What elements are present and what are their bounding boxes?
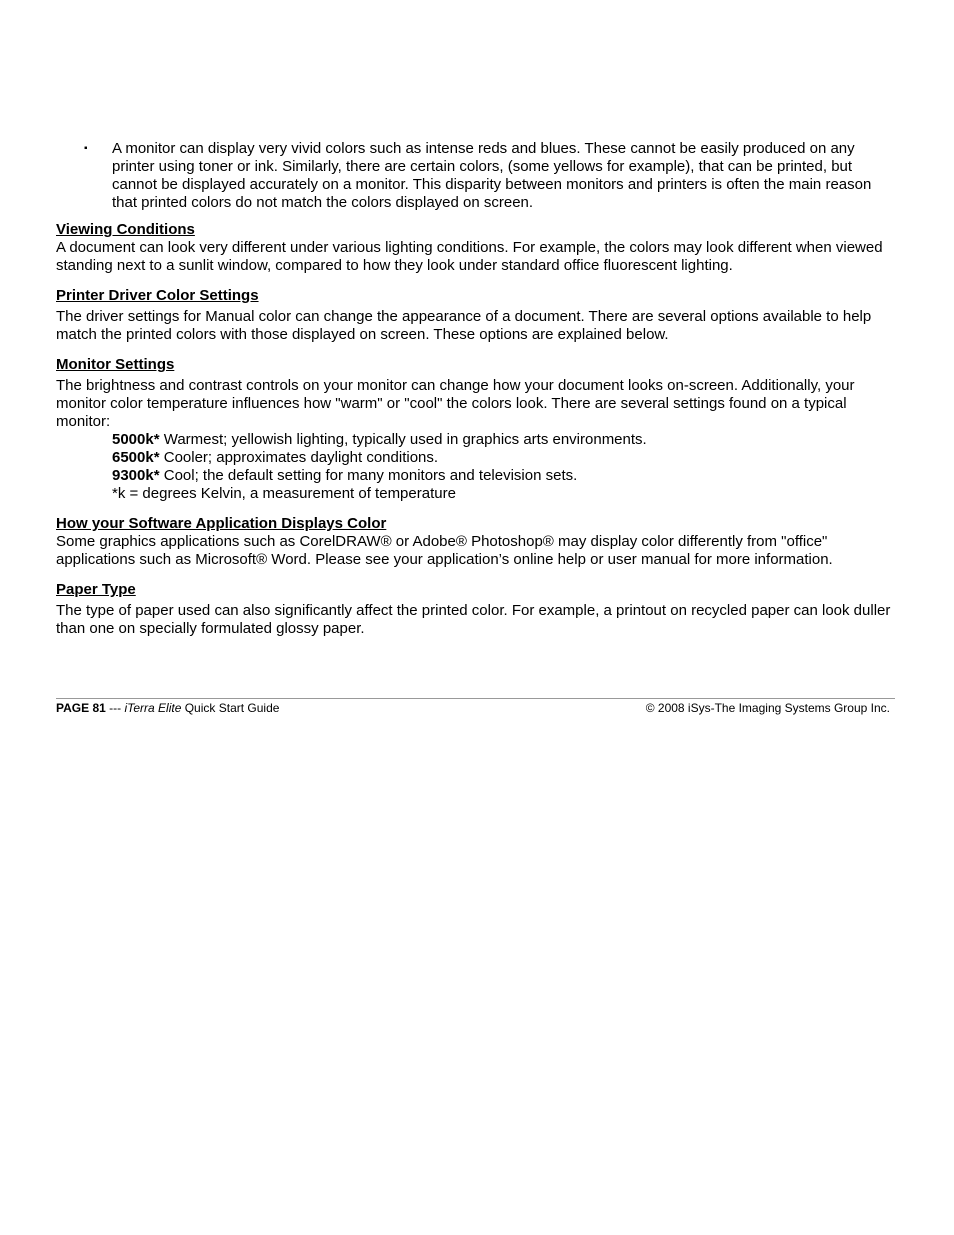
paragraph-software-color: Some graphics applications such as CorelDRAW® or Adobe® Photoshop® may display color differently from "office" applications such as Microsoft® Word. Please see your application’s online help or user manual for more information. xyxy=(56,533,833,568)
page-content xyxy=(56,140,896,638)
paragraph-monitor-settings: The brightness and contrast controls on your monitor can change how your document looks on-screen. Additionally, your monitor color temperature influences how "warm" or "cool" the colors look. There are several settings found on a typical monitor: xyxy=(56,377,855,430)
footer-separator: --- xyxy=(105,701,125,715)
footer-left xyxy=(56,701,279,715)
paragraph-paper-type: The type of paper used can also significantly affect the printed color. For example, a printout on recycled paper can look duller than one on specially formulated glossy paper. xyxy=(56,602,891,637)
temp-desc: Cooler; approximates daylight conditions. xyxy=(159,449,439,466)
color-temperature-list xyxy=(56,431,896,503)
footer-divider xyxy=(56,698,895,699)
temp-desc: Warmest; yellowish lighting, typically used in graphics arts environments. xyxy=(159,431,647,448)
heading-monitor-settings: Monitor Settings xyxy=(56,356,175,373)
product-name: iTerra Elite xyxy=(124,701,182,715)
temp-label: 5000k* xyxy=(112,431,160,448)
temp-item-6500k xyxy=(112,449,896,467)
guide-name: Quick Start Guide xyxy=(181,701,280,715)
bullet-square-icon: ▪ xyxy=(84,143,88,154)
heading-paper-type: Paper Type xyxy=(56,581,136,598)
kelvin-note: *k = degrees Kelvin, a measurement of temperature xyxy=(112,485,456,502)
temp-desc: Cool; the default setting for many monitors and television sets. xyxy=(159,467,578,484)
paragraph-printer-driver: The driver settings for Manual color can change the appearance of a document. There are several options available to help match the printed colors with those displayed on screen. These options are explained below. xyxy=(56,308,872,343)
heading-printer-driver: Printer Driver Color Settings xyxy=(56,287,259,304)
temp-label: 9300k* xyxy=(112,467,160,484)
temp-label: 6500k* xyxy=(112,449,160,466)
bullet-item xyxy=(56,140,896,212)
temp-item-5000k xyxy=(112,431,896,449)
page-footer xyxy=(56,701,890,715)
heading-viewing-conditions: Viewing Conditions xyxy=(56,221,195,238)
copyright-notice: © 2008 iSys-The Imaging Systems Group Inc. xyxy=(645,701,890,715)
heading-software-color: How your Software Application Displays Color xyxy=(56,515,387,532)
paragraph-viewing-conditions: A document can look very different under various lighting conditions. For example, the colors may look different when viewed standing next to a sunlit window, compared to how they look under standard office fluorescent lighting. xyxy=(56,239,883,274)
temp-item-9300k xyxy=(112,467,896,485)
bullet-text: A monitor can display very vivid colors such as intense reds and blues. These cannot be easily produced on any printer using toner or ink. Similarly, there are certain colors, (some yellows for example), that can be printed, but cannot be displayed accurately on a monitor. This disparity between monitors and printers is often the main reason that printed colors do not match the colors displayed on screen. xyxy=(112,140,872,211)
page-number: PAGE 81 xyxy=(56,701,106,715)
